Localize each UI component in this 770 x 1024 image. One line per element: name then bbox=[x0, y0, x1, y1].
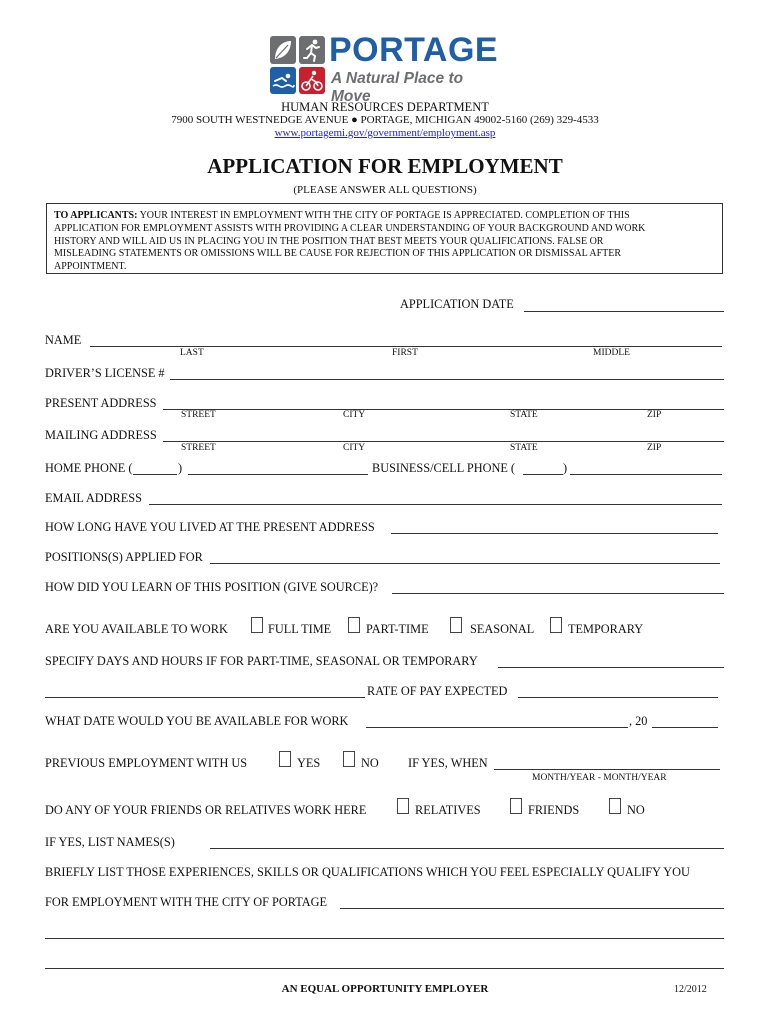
available-year-field[interactable] bbox=[652, 713, 718, 727]
notice-line: TO APPLICANTS: YOUR INTEREST IN EMPLOYMENT WITH THE CITY OF PORTAGE IS APPRECIATED. COMPLETION OF THIS bbox=[54, 210, 630, 221]
department-name: HUMAN RESOURCES DEPARTMENT bbox=[281, 100, 489, 114]
how-long-label: HOW LONG HAVE YOU LIVED AT THE PRESENT ADDRESS bbox=[45, 520, 375, 534]
notice-line: APPOINTMENT. bbox=[54, 261, 127, 273]
how-learn-field[interactable] bbox=[392, 579, 724, 593]
month-year-caption: MONTH/YEAR - MONTH/YEAR bbox=[532, 773, 667, 783]
name-line bbox=[90, 346, 722, 347]
name-label: NAME bbox=[45, 333, 82, 347]
drivers-license-line bbox=[170, 379, 724, 380]
drivers-license-field[interactable] bbox=[170, 365, 724, 379]
how-learn-label: HOW DID YOU LEARN OF THIS POSITION (GIVE SOURCE)? bbox=[45, 580, 379, 594]
previous-yes-checkbox[interactable] bbox=[279, 751, 291, 767]
drivers-license-label: DRIVER’S LICENSE # bbox=[45, 366, 165, 380]
qualifications-field-2[interactable] bbox=[45, 924, 724, 938]
qualifications-line-2 bbox=[45, 938, 724, 939]
friends-relatives-label: DO ANY OF YOUR FRIENDS OR RELATIVES WORK HERE bbox=[45, 803, 367, 817]
part-time-label: PART-TIME bbox=[366, 622, 429, 636]
temporary-checkbox[interactable] bbox=[550, 617, 562, 633]
home-phone-area-line bbox=[133, 474, 177, 475]
department-url-wrap bbox=[0, 127, 770, 139]
relatives-checkbox[interactable] bbox=[397, 798, 409, 814]
logo-tagline: A Natural Place to Move bbox=[331, 70, 464, 105]
rate-of-pay-field[interactable] bbox=[518, 683, 718, 697]
qualifications-line-1 bbox=[340, 908, 724, 909]
department-address: 7900 SOUTH WESTNEDGE AVENUE ● PORTAGE, MICHIGAN 49002-5160 (269) 329-4533 bbox=[171, 114, 599, 126]
notice-line: HISTORY AND WILL AID US IN PLACING YOU IN THE POSITION THAT BEST MEETS YOUR QUALIFICATIONS. FALSE OR bbox=[54, 235, 604, 247]
notice-lead: TO APPLICANTS: bbox=[54, 210, 138, 221]
home-phone-area-field[interactable] bbox=[133, 460, 177, 474]
home-phone-field[interactable] bbox=[188, 460, 368, 474]
qualifications-field-1[interactable] bbox=[340, 894, 724, 908]
mailing-address-label: MAILING ADDRESS bbox=[45, 428, 157, 442]
friends-no-label: NO bbox=[627, 803, 645, 817]
rate-of-pay-left-field[interactable] bbox=[45, 683, 365, 697]
rate-of-pay-line bbox=[518, 697, 718, 698]
present-address-label: PRESENT ADDRESS bbox=[45, 396, 157, 410]
how-learn-line bbox=[392, 593, 724, 594]
seasonal-checkbox[interactable] bbox=[450, 617, 462, 633]
present-street-caption: STREET bbox=[181, 410, 216, 420]
qualifications-line-3 bbox=[45, 968, 724, 969]
how-long-line bbox=[391, 533, 718, 534]
business-phone-area-field[interactable] bbox=[523, 460, 563, 474]
available-year-line bbox=[652, 727, 718, 728]
how-long-field[interactable] bbox=[391, 519, 718, 533]
mailing-address-field[interactable] bbox=[163, 427, 724, 441]
friends-label: FRIENDS bbox=[528, 803, 580, 817]
employment-url-link[interactable]: www.portagemi.gov/government/employment.asp bbox=[274, 127, 496, 139]
mailing-city-caption: CITY bbox=[343, 443, 366, 453]
full-time-checkbox[interactable] bbox=[251, 617, 263, 633]
seasonal-label: SEASONAL bbox=[470, 622, 535, 636]
runner-icon bbox=[299, 36, 325, 64]
logo-wordmark: PORTAGE bbox=[329, 31, 499, 69]
list-names-field[interactable] bbox=[210, 834, 724, 848]
applicant-notice-box bbox=[46, 203, 723, 274]
leaf-icon bbox=[270, 36, 296, 64]
if-yes-when-label: IF YES, WHEN bbox=[408, 756, 488, 770]
present-zip-caption: ZIP bbox=[647, 410, 662, 420]
form-revision-date: 12/2012 bbox=[674, 984, 707, 995]
previous-no-checkbox[interactable] bbox=[343, 751, 355, 767]
notice-line: APPLICATION FOR EMPLOYMENT ASSISTS WITH PROVIDING A CLEAR UNDERSTANDING OF YOUR BACKGROUND AND WORK bbox=[54, 222, 646, 234]
for-employment-label: FOR EMPLOYMENT WITH THE CITY OF PORTAGE bbox=[45, 895, 328, 909]
list-names-label: IF YES, LIST NAMES(S) bbox=[45, 835, 175, 849]
positions-line bbox=[210, 563, 720, 564]
application-date-line bbox=[524, 311, 724, 312]
name-middle-caption: MIDDLE bbox=[593, 348, 630, 358]
form-subtitle: (PLEASE ANSWER ALL QUESTIONS) bbox=[293, 184, 477, 196]
name-first-caption: FIRST bbox=[392, 348, 418, 358]
cyclist-icon bbox=[299, 67, 325, 94]
home-phone-label: HOME PHONE ( bbox=[45, 461, 133, 475]
if-yes-when-line bbox=[494, 769, 720, 770]
previous-employment-label: PREVIOUS EMPLOYMENT WITH US bbox=[45, 756, 248, 770]
home-phone-close-paren: ) bbox=[178, 461, 183, 475]
full-time-label: FULL TIME bbox=[268, 622, 332, 636]
friends-no-checkbox[interactable] bbox=[609, 798, 621, 814]
part-time-checkbox[interactable] bbox=[348, 617, 360, 633]
business-phone-area-line bbox=[523, 474, 563, 475]
email-line bbox=[149, 504, 722, 505]
present-city-caption: CITY bbox=[343, 410, 366, 420]
available-label: ARE YOU AVAILABLE TO WORK bbox=[45, 622, 228, 636]
mailing-address-line bbox=[163, 441, 724, 442]
available-date-line bbox=[366, 727, 628, 728]
positions-label: POSITIONS(S) APPLIED FOR bbox=[45, 550, 203, 564]
specify-days-field[interactable] bbox=[498, 653, 724, 667]
specify-days-line bbox=[498, 667, 724, 668]
available-date-field[interactable] bbox=[366, 713, 628, 727]
available-date-label: WHAT DATE WOULD YOU BE AVAILABLE FOR WORK bbox=[45, 714, 349, 728]
business-phone-line bbox=[570, 474, 722, 475]
equal-opportunity-footer: AN EQUAL OPPORTUNITY EMPLOYER bbox=[281, 983, 489, 995]
mailing-zip-caption: ZIP bbox=[647, 443, 662, 453]
present-address-line bbox=[163, 409, 724, 410]
portage-logo bbox=[270, 31, 502, 105]
application-date-field[interactable] bbox=[524, 297, 724, 311]
qualifications-field-3[interactable] bbox=[45, 954, 724, 968]
mailing-street-caption: STREET bbox=[181, 443, 216, 453]
if-yes-when-field[interactable] bbox=[494, 755, 720, 769]
present-state-caption: STATE bbox=[510, 410, 538, 420]
rate-of-pay-label: RATE OF PAY EXPECTED bbox=[367, 684, 508, 698]
name-last-caption: LAST bbox=[180, 348, 204, 358]
application-date-label: APPLICATION DATE bbox=[400, 297, 514, 311]
mailing-state-caption: STATE bbox=[510, 443, 538, 453]
relatives-label: RELATIVES bbox=[415, 803, 481, 817]
home-phone-line bbox=[188, 474, 368, 475]
list-names-line bbox=[210, 848, 724, 849]
year-prefix: , 20 bbox=[629, 714, 648, 728]
temporary-label: TEMPORARY bbox=[568, 622, 644, 636]
notice-line: MISLEADING STATEMENTS OR OMISSIONS WILL BE CAUSE FOR REJECTION OF THIS APPLICATION OR DISMISSAL AFTER bbox=[54, 248, 622, 260]
email-field[interactable] bbox=[149, 490, 722, 504]
specify-days-label: SPECIFY DAYS AND HOURS IF FOR PART-TIME, SEASONAL OR TEMPORARY bbox=[45, 654, 478, 668]
email-label: EMAIL ADDRESS bbox=[45, 491, 142, 505]
briefly-list-label: BRIEFLY LIST THOSE EXPERIENCES, SKILLS OR QUALIFICATIONS WHICH YOU FEEL ESPECIALLY QUALIFY YOU bbox=[45, 865, 690, 879]
name-field[interactable] bbox=[90, 332, 722, 346]
business-phone-close-paren: ) bbox=[563, 461, 568, 475]
rate-of-pay-left-line bbox=[45, 697, 365, 698]
previous-yes-label: YES bbox=[297, 756, 321, 770]
business-phone-field[interactable] bbox=[570, 460, 722, 474]
form-title: APPLICATION FOR EMPLOYMENT bbox=[207, 154, 563, 178]
positions-field[interactable] bbox=[210, 549, 720, 563]
swimmer-icon bbox=[270, 67, 296, 94]
previous-no-label: NO bbox=[361, 756, 379, 770]
friends-checkbox[interactable] bbox=[510, 798, 522, 814]
business-phone-label: BUSINESS/CELL PHONE ( bbox=[372, 461, 516, 475]
present-address-field[interactable] bbox=[163, 395, 724, 409]
